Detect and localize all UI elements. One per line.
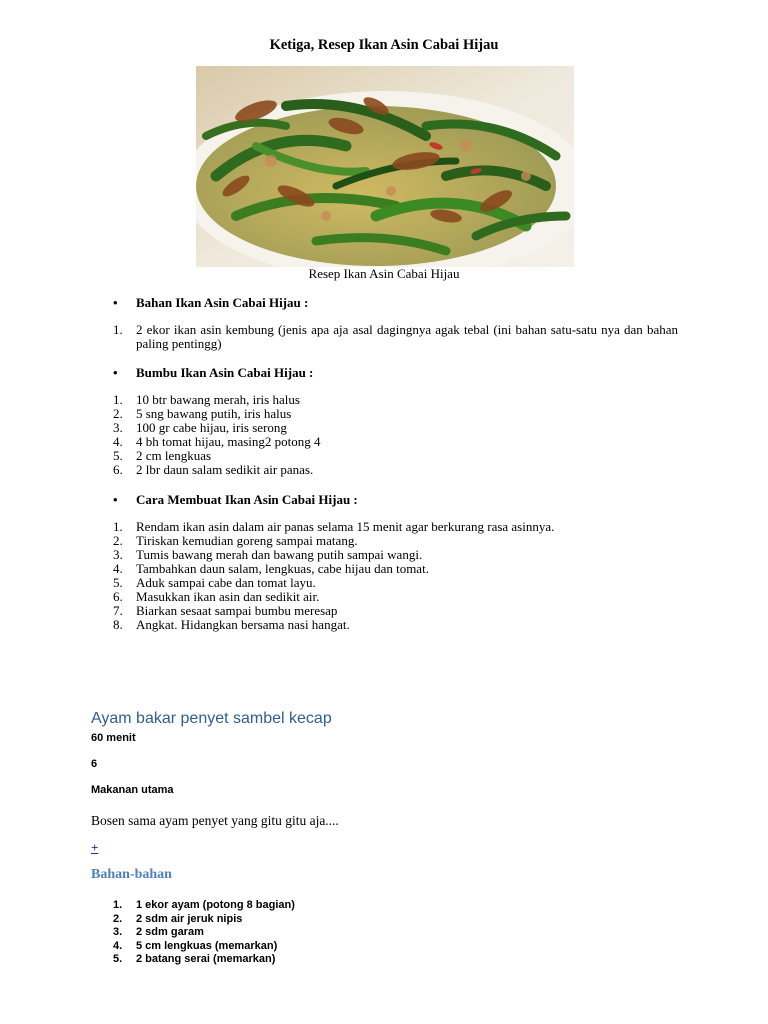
list-number: 3. xyxy=(113,420,123,435)
list-text: 2 lbr daun salam sedikit air panas. xyxy=(136,462,314,477)
list-item xyxy=(113,953,295,967)
list-text: Aduk sampai cabe dan tomat layu. xyxy=(136,575,316,590)
list-number: 4. xyxy=(113,561,123,576)
expand-link[interactable]: + xyxy=(91,840,99,855)
list-number: 4. xyxy=(113,434,123,449)
bahan-heading-label: Bahan Ikan Asin Cabai Hijau : xyxy=(136,295,309,310)
list-text: Tumis bawang merah dan bawang putih sampai wangi. xyxy=(136,547,423,562)
recipe-photo xyxy=(196,66,574,267)
list-text: 2 sdm air jeruk nipis xyxy=(136,912,243,925)
recipe2-intro: Bosen sama ayam penyet yang gitu gitu aja.... xyxy=(91,813,339,828)
recipe2-bahan-list xyxy=(113,899,295,967)
list-text: Angkat. Hidangkan bersama nasi hangat. xyxy=(136,617,350,632)
list-text: 2 sdm garam xyxy=(136,926,204,939)
cara-heading-label: Cara Membuat Ikan Asin Cabai Hijau : xyxy=(136,492,358,507)
list-item xyxy=(113,548,678,562)
list-number: 5. xyxy=(113,575,123,590)
list-text: 2 batang serai (memarkan) xyxy=(136,953,276,966)
recipe-title: Ketiga, Resep Ikan Asin Cabai Hijau xyxy=(269,37,499,53)
recipe2-category: Makanan utama xyxy=(91,784,174,796)
list-text: 5 cm lengkuas (memarkan) xyxy=(136,939,278,952)
list-number: 6. xyxy=(113,462,123,477)
list-item xyxy=(113,576,678,590)
list-number: 2. xyxy=(113,912,123,925)
list-number: 1. xyxy=(113,899,123,911)
list-item xyxy=(113,463,678,477)
list-number: 4. xyxy=(113,939,123,952)
list-item xyxy=(113,940,295,954)
bumbu-heading xyxy=(113,365,313,381)
list-item xyxy=(113,590,678,604)
list-item xyxy=(113,604,678,618)
list-item xyxy=(113,926,295,940)
bullet-icon: • xyxy=(113,295,118,310)
list-item xyxy=(113,323,678,351)
list-text: Masukkan ikan asin dan sedikit air. xyxy=(136,589,320,604)
cara-heading xyxy=(113,492,358,508)
list-text: 100 gr cabe hijau, iris serong xyxy=(136,420,287,435)
list-item xyxy=(113,407,678,421)
list-number: 1. xyxy=(113,519,123,534)
bullet-icon: • xyxy=(113,492,118,507)
list-number: 3. xyxy=(113,926,123,939)
list-number: 3. xyxy=(113,547,123,562)
list-item xyxy=(113,534,678,548)
bullet-icon: • xyxy=(113,365,118,380)
list-item xyxy=(113,449,678,463)
list-number: 6. xyxy=(113,589,123,604)
list-item xyxy=(113,913,295,927)
list-item xyxy=(113,618,678,632)
bumbu-list xyxy=(113,393,678,477)
bumbu-heading-label: Bumbu Ikan Asin Cabai Hijau : xyxy=(136,365,314,380)
list-text: 2 cm lengkuas xyxy=(136,448,212,463)
list-text: Biarkan sesaat sampai bumbu meresap xyxy=(136,603,338,618)
recipe2-time: 60 menit xyxy=(91,732,136,744)
list-number: 5. xyxy=(113,953,123,966)
list-number: 1. xyxy=(113,322,123,337)
list-text: Rendam ikan asin dalam air panas selama 15 menit agar berkurang rasa asinnya. xyxy=(136,519,555,534)
list-item xyxy=(113,899,295,913)
recipe2-bahan-heading: Bahan-bahan xyxy=(91,867,172,882)
list-text: Tambahkan daun salam, lengkuas, cabe hijau dan tomat. xyxy=(136,561,429,576)
bahan-heading xyxy=(113,295,308,311)
list-text: 10 btr bawang merah, iris halus xyxy=(136,392,300,407)
list-text: 2 ekor ikan asin kembung (jenis apa aja asal dagingnya agak tebal (ini bahan satu-satu nya dan bahan paling pentingg) xyxy=(136,322,678,351)
list-item xyxy=(113,562,678,576)
list-text: 4 bh tomat hijau, masing2 potong 4 xyxy=(136,434,321,449)
list-item xyxy=(113,435,678,449)
photo-caption: Resep Ikan Asin Cabai Hijau xyxy=(308,266,460,281)
list-number: 8. xyxy=(113,617,123,632)
list-number: 1. xyxy=(113,392,123,407)
list-number: 2. xyxy=(113,406,123,421)
list-number: 5. xyxy=(113,448,123,463)
cara-list xyxy=(113,520,678,632)
list-text: 5 sng bawang putih, iris halus xyxy=(136,406,292,421)
list-text: Tiriskan kemudian goreng sampai matang. xyxy=(136,533,358,548)
list-item xyxy=(113,421,678,435)
recipe2-title: Ayam bakar penyet sambel kecap xyxy=(91,710,332,727)
list-number: 7. xyxy=(113,603,123,618)
list-text: 1 ekor ayam (potong 8 bagian) xyxy=(136,899,295,911)
recipe2-servings: 6 xyxy=(91,758,98,770)
list-item xyxy=(113,393,678,407)
bahan-list xyxy=(113,323,678,351)
list-number: 2. xyxy=(113,533,123,548)
list-item xyxy=(113,520,678,534)
